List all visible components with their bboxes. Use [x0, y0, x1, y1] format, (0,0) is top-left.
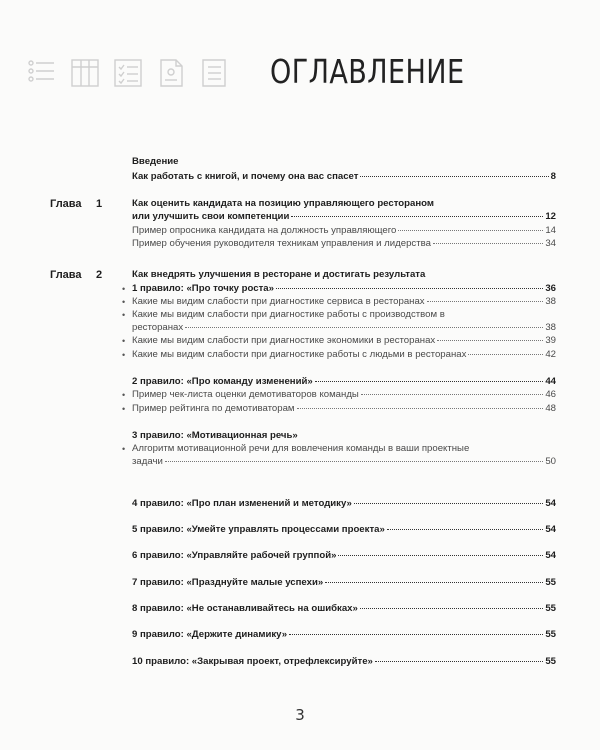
- chapter-title: Как оценить кандидата на позицию управляющего рестораном: [132, 198, 434, 209]
- bullet: •: [122, 310, 126, 320]
- chapter-label: Глава 1: [50, 198, 103, 210]
- toc-entry[interactable]: ресторанах 38: [132, 322, 556, 333]
- toc-entry-line: Алгоритм мотивационной речи для вовлечения команды в ваши проектные: [132, 443, 470, 454]
- checklist-icon: [113, 58, 143, 88]
- header-icons: [27, 58, 229, 88]
- toc-entry[interactable]: или улучшить свои компетенции 12: [132, 211, 556, 222]
- bullet: •: [122, 297, 126, 307]
- toc-entry[interactable]: Пример чек-листа оценки демотиваторов команды 46: [132, 389, 556, 400]
- table-icon: [70, 58, 100, 88]
- toc-entry[interactable]: Какие мы видим слабости при диагностике работы с людьми в ресторанах 42: [132, 349, 556, 360]
- toc-entry[interactable]: 10 правило: «Закрывая проект, отрефлексируйте» 55: [132, 656, 556, 667]
- page-title: ОГЛАВЛЕНИЕ: [270, 52, 465, 91]
- toc-entry[interactable]: Какие мы видим слабости при диагностике сервиса в ресторанах 38: [132, 296, 556, 307]
- chapter-title: Как внедрять улучшения в ресторане и достигать результата: [132, 269, 426, 280]
- checklist-icon: [199, 58, 229, 88]
- toc-entry[interactable]: Какие мы видим слабости при диагностике экономики в ресторанах 39: [132, 335, 556, 346]
- toc-entry[interactable]: 6 правило: «Управляйте рабочей группой» 54: [132, 550, 556, 561]
- toc-entry[interactable]: 2 правило: «Про команду изменений» 44: [132, 376, 556, 387]
- toc-entry[interactable]: 9 правило: «Держите динамику» 55: [132, 629, 556, 640]
- toc-entry[interactable]: Пример опросника кандидата на должность управляющего 14: [132, 225, 556, 236]
- checklist-icon: [27, 58, 57, 84]
- toc-entry[interactable]: 7 правило: «Празднуйте малые успехи» 55: [132, 577, 556, 588]
- toc-entry[interactable]: Как работать с книгой, и почему она вас спасет 8: [132, 171, 556, 182]
- toc-entry-line: Какие мы видим слабости при диагностике работы с производством в: [132, 309, 445, 320]
- page-number: 3: [295, 706, 305, 724]
- bullet: •: [122, 336, 126, 346]
- chapter-label: Глава 2: [50, 269, 103, 281]
- toc-entry[interactable]: 4 правило: «Про план изменений и методику» 54: [132, 498, 556, 509]
- toc-entry[interactable]: задачи 50: [132, 456, 556, 467]
- bullet: •: [122, 350, 126, 360]
- toc-entry[interactable]: 5 правило: «Умейте управлять процессами проекта» 54: [132, 524, 556, 535]
- toc-entry[interactable]: 8 правило: «Не останавливайтесь на ошибках» 55: [132, 603, 556, 614]
- toc-entry-heading[interactable]: 3 правило: «Мотивационная речь»: [132, 430, 298, 441]
- bullet: •: [122, 284, 126, 294]
- toc-entry[interactable]: Пример обучения руководителя техникам управления и лидерства 34: [132, 238, 556, 249]
- bullet: •: [122, 404, 126, 414]
- bullet: •: [122, 390, 126, 400]
- intro-heading: Введение: [132, 156, 179, 167]
- document-icon: [156, 58, 186, 88]
- toc-entry[interactable]: 1 правило: «Про точку роста» 36: [132, 283, 556, 294]
- bullet: •: [122, 444, 126, 454]
- toc-entry[interactable]: Пример рейтинга по демотиваторам 48: [132, 403, 556, 414]
